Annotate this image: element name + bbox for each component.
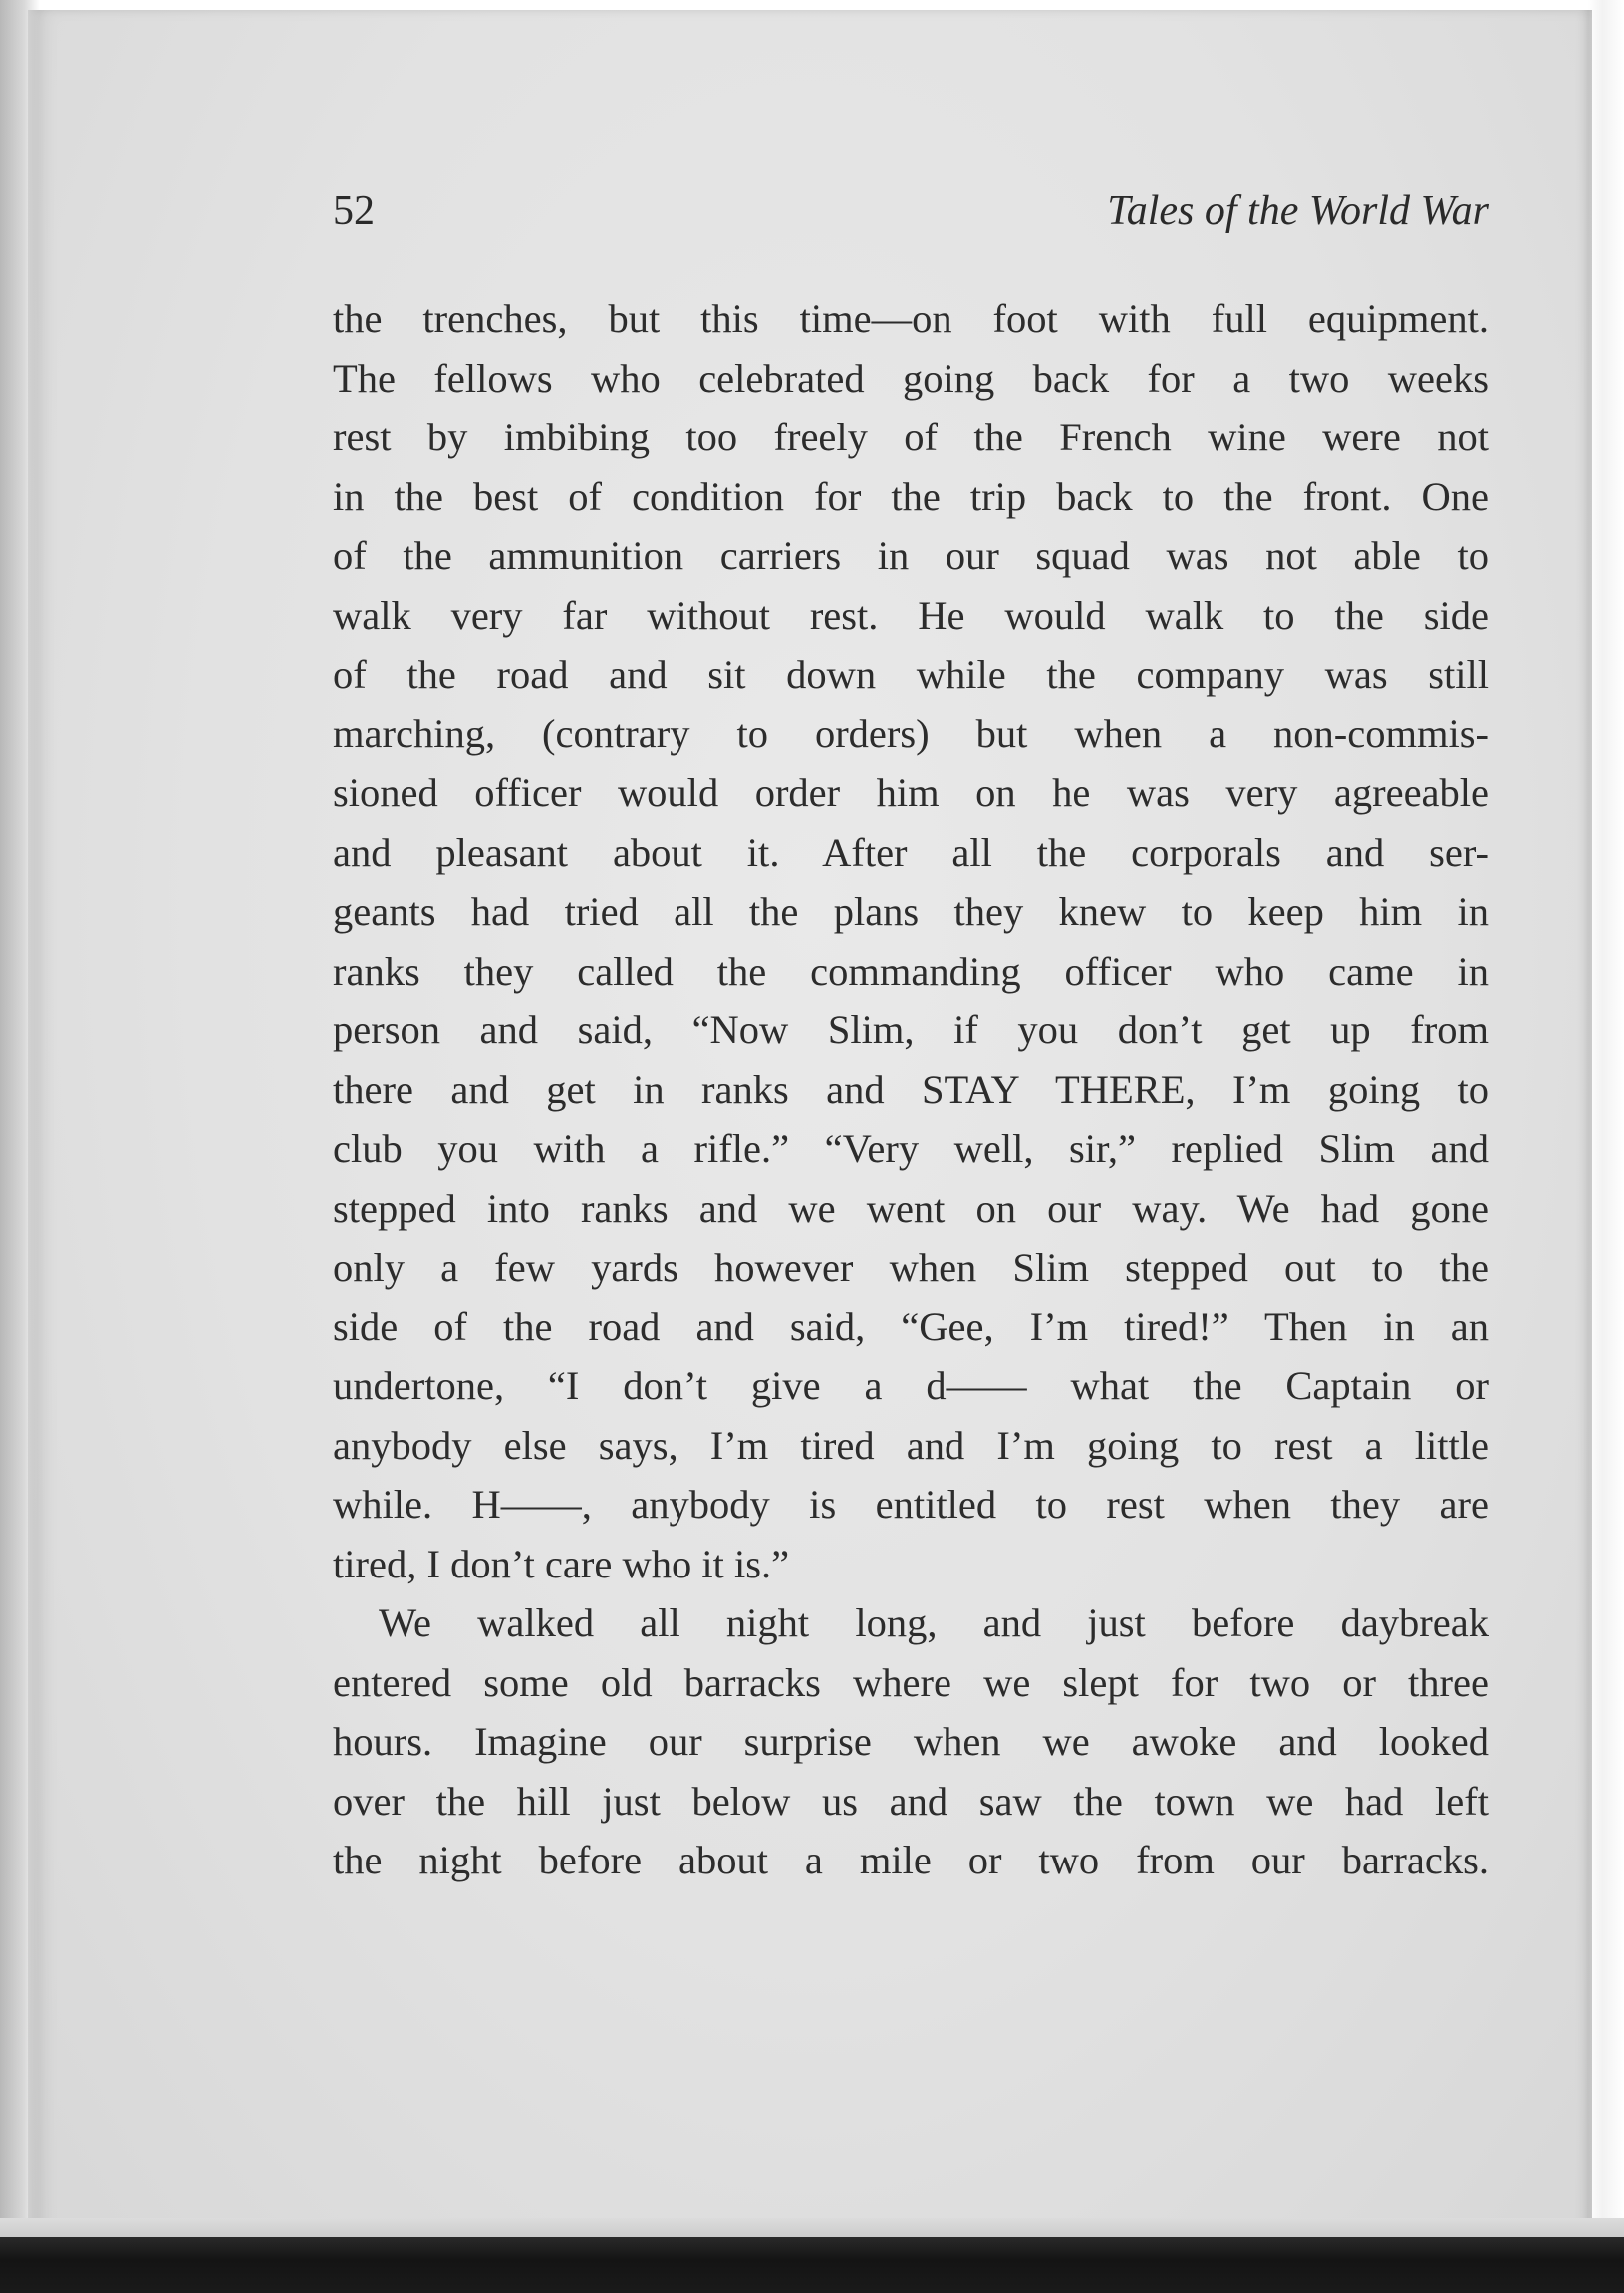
text-line-paragraph-end: tired, I don’t care who it is.” (333, 1541, 790, 1586)
book-title: Tales of the World War (1107, 188, 1489, 234)
text-line: entered some old barracks where we slept for two or three (333, 1659, 1489, 1705)
binding-shadow (0, 0, 40, 2293)
text-line: The fellows who celebrated going back for a two weeks (333, 355, 1489, 401)
page-edge (1588, 0, 1624, 2293)
text-line: anybody else says, I’m tired and I’m going to rest a little (333, 1422, 1489, 1468)
page-number: 52 (333, 188, 375, 234)
text-line: while. H——, anybody is entitled to rest when they are (333, 1482, 1489, 1527)
running-head (333, 187, 1489, 247)
text-line: walk very far without rest. He would walk to the side (333, 592, 1489, 638)
text-line: undertone, “I don’t give a d—— what the Captain or (333, 1363, 1489, 1408)
text-line: rest by imbibing too freely of the French wine were not (333, 415, 1489, 459)
scanner-bottom-bar (0, 2237, 1624, 2293)
text-line: the trenches, but this time—on foot with full equipment. (333, 296, 1489, 341)
text-line: stepped into ranks and we went on our way. We had gone (333, 1185, 1489, 1231)
text-line: there and get in ranks and STAY THERE, I’m going to (333, 1066, 1489, 1112)
text-line: side of the road and said, “Gee, I’m tired!” Then in an (333, 1303, 1489, 1349)
text-line: geants had tried all the plans they knew to keep him in (333, 889, 1489, 934)
text-line: ranks they called the commanding officer who came in (333, 948, 1489, 994)
text-line: marching, (contrary to orders) but when a non-commis- (333, 711, 1489, 756)
text-line: club you with a rifle.” “Very well, sir,” replied Slim and (333, 1126, 1489, 1171)
text-line: of the road and sit down while the company was still (333, 652, 1489, 697)
text-line: hours. Imagine our surprise when we awoke and looked (333, 1719, 1489, 1764)
text-line: in the best of condition for the trip back to the front. One (333, 473, 1489, 519)
text-line: of the ammunition carriers in our squad was not able to (333, 533, 1489, 578)
text-line: person and said, “Now Slim, if you don’t get up from (333, 1007, 1489, 1052)
text-line: only a few yards however when Slim stepped out to the (333, 1245, 1489, 1290)
text-line: sioned officer would order him on he was very agreeable (333, 770, 1489, 815)
text-line: the night before about a mile or two from our barracks. (333, 1838, 1489, 1882)
text-line-paragraph-start: We walked all night long, and just before daybreak (379, 1600, 1489, 1645)
text-line: and pleasant about it. After all the corporals and ser- (333, 829, 1489, 875)
text-line: over the hill just below us and saw the town we had left (333, 1778, 1489, 1824)
body-text (333, 289, 1489, 1890)
